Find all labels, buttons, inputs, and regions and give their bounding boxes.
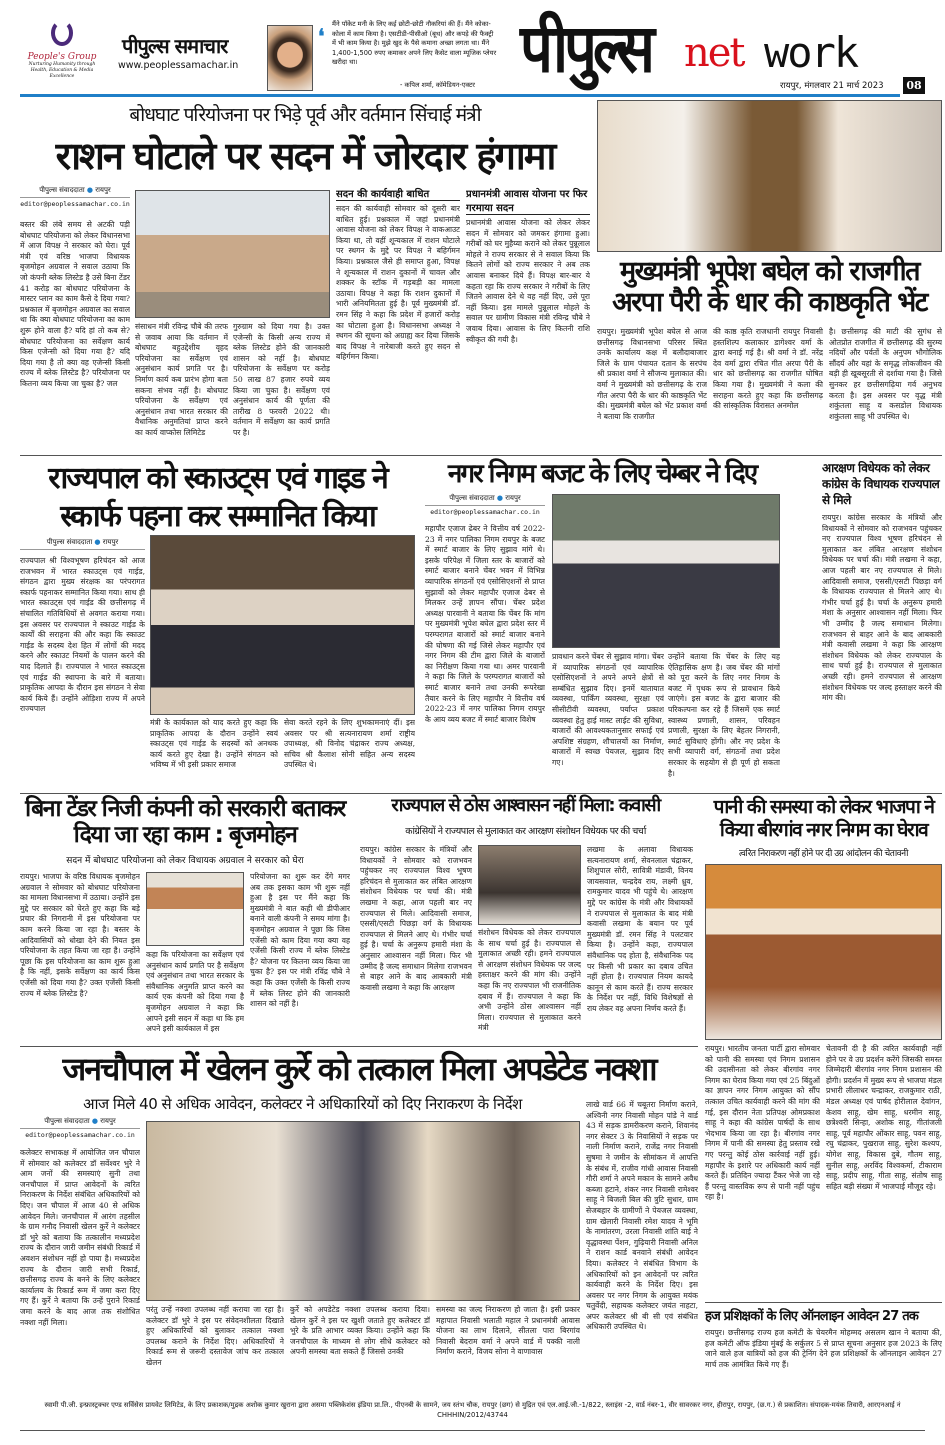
story1-kicker: बोधघाट परियोजना पर भिड़े पूर्व और वर्तमान सिंचाई मंत्री	[129, 104, 481, 126]
byline-email[interactable]: editor@peoplessamachar.co.in	[20, 200, 130, 208]
quote-author: - कपिल शर्मा, कॉमेडियन-एक्टर	[400, 81, 475, 89]
sidebar-awas	[466, 186, 590, 450]
story9-col2: परंतु उन्हें नक्शा उपलब्ध नहीं कराया जा रहा है। कलेक्टर डॉ भुरे ने इस पर संवेदनशीलता दिखाते हुए अधिकारियों को बुलाकर तत्काल नक्शा उपलब्ध कराने के निर्देश दिए। अधिकारियों ने रिकार्ड रूम से जरूरी दस्तावेज जांच कर तत्काल खेलन	[146, 1305, 284, 1367]
quote-icon: ❛	[318, 24, 325, 48]
footer-imprint: स्वामी पी.जी. इन्फ्रास्ट्रक्चर एण्ड सर्विसेस प्रायवेट लिमिटेड, के लिए प्रकाशक/मुद्रक अशोक कुमार खुराना द्वारा असमा पब्लिकेशंस इंडिया प्रा.लि., पीएनबी के सामने, जय स्तंभ चौक, रायपुर (छग) से मुद्रित एवं एल.आई.जी.-1/822, स्लाइंस -2, वार्ड नंबर-1, वीर सावरकर नगर, हीरापुर, रायपुर, (छ.ग.) से प्रकाशित। संपादक-मयंक तिवारी, आरएनआई नं CHHHIN/2012/43744	[44, 1401, 901, 1419]
byline-city: रायपुर	[100, 1117, 116, 1125]
story8-col2: चेतावनी दी है की त्वरित कार्यवाही नहीं होने पर वे उग्र प्रदर्शन करेंगे जिसकी समस्त जिम्मेदारी बीरगांव नगर निगम प्रशासन की होगी। प्रदर्शन में मुख्य रूप से भाजपा मंडल प्रभारी लीलाधर चन्द्राकर, राजकुमार राठी, मंडल अध्यक्ष एवं पार्षद होरीलाल देवांगन, केशव साहू, खेम साहू, धरमीन साहू, छत्रेश्वरी सिन्हा, अशोक साहू, गीतांजली साहू, पूर्व महापौर ओंकार साहू, पवन साहू, रघु चंद्राकर, पुखराज साहू, सुरेश कश्यप, योगेश साहू, विकास दुबे, गौतम साहू, सुनील साहू, अरविंद विश्वकर्मा, टीकाराम साहू, प्रदीप साहू, गीता साहू, संतोष साहू सहित बड़ी संख्या में भाजपाई मौजूद रहे।	[826, 1044, 942, 1191]
story7-subheadline: कांग्रेसियों ने राज्यपाल से मुलाकात कर आरक्षण संशोधन विधेयक पर की चर्चा	[405, 826, 646, 837]
bjp-protest-photo	[705, 864, 942, 1040]
dot-icon: ●	[496, 494, 503, 502]
footer-rule	[20, 1430, 925, 1431]
brijmohan-photo	[146, 872, 244, 946]
byline-name: पीपुल्स संवाददाता	[39, 186, 85, 194]
story5-text: रायपुर। कांग्रेस सरकार के मंत्रियों और विधायकों ने सोमवार को राजभवन पहुंचकर नए राज्यपाल विश्व भूषण हरिचंदन से मुलाकात कर लंबित आरक्षण संशोधन विधेयक पर चर्चा की। मंत्री लखमा ने कहा, आज पहली बार नए राज्यपाल से मिले। आदिवासी समाज, एससी/एसटी पिछड़ा वर्ग के विधायक राज्यपाल से मिलने आए थे। गंभीर चर्चा हुई है। चर्चा के अनुरूप हमारी मंशा के अनुसार आश्वासन नहीं मिला। फिर भी उम्मीद है जल्द समाधान मिलेगा। राजभवन से बाहर आने के बाद आबकारी मंत्री कवासी लखमा ने कहा कि आरक्षण संशोधन विधेयक को लेकर राज्यपाल के साथ चर्चा हुई है। राज्यपाल से मुलाकात अच्छी रही। हमने राज्यपाल से आरक्षण संशोधन विधेयक पर जल्द हस्ताक्षर करने की मांग की।	[822, 513, 942, 703]
sidebar-proceedings	[336, 186, 460, 450]
story6-subheadline: सदन में बोधघाट परियोजना को लेकर विधायक अग्रवाल ने सरकार को घेरा	[66, 856, 304, 866]
byline-email[interactable]: editor@peoplessamachar.co.in	[25, 1131, 135, 1139]
dot-icon: ●	[91, 1117, 98, 1125]
divider	[20, 1046, 698, 1047]
story9-col5: लाखे वार्ड 66 में चबूतरा निर्माण कराने, अश्विनी नगर निवासी मोहन पांडे ने वार्ड 43 में सड़क डामरीकरण कराने, शिवानंद नगर सेक्टर 3 के निवासियों ने सड़क पर नाली निर्माण कराने, राजेंद्र नगर निवासी सुषमा ने जमीन के सीमांकन में आपत्ति के संबंध में, राजीव गांधी आवास निवासी गौरी शर्मा ने अपने मकान के सामने अवैध कब्जा हटाने, शंकर नगर निवासी रामेश्वर साहू ने बिजली बिल की त्रुटि सुधार, ग्राम सेजबहार के ग्रामीणों ने पेयजल व्यवस्था, ग्राम खेलारी निवासी रमेश यादव ने भूमि के नामांतरण, उरला निवासी शांति बाई ने वृद्धावस्था पेंशन, गुढ़ियारी निवासी अनिल ने राशन कार्ड बनवाने संबंधी आवेदन दिया। कलेक्टर ने संबंधित विभाग के अधिकारियों को इन आवेदनों पर त्वरित कार्यवाही करने के निर्देश दिए। इस अवसर पर नगर निगम के आयुक्त मयंक चतुर्वेदी, सहायक कलेक्टर जयंत नाहटा, अपर कलेक्टर श्री बी सी एवं संबंधित अधिकारी उपस्थित थे।	[586, 1100, 698, 1332]
story4-col1: महापौर एजाज ढेबर ने वित्तीय वर्ष 2022-23 में नगर पालिका निगम रायपुर के बजट में स्मार्ट बाजार के लिए सुझाव मांगे थे। इसके परिपेक्ष में जिला स्तर के बाजारों को स्मार्ट बाजार बनाने चेंबर भवन में विभिन्न व्यापारिक संगठनों एवं एसोसिएशनों से प्राप्त सुझावों को लेकर महापौर एजाज ढेबर से मिलकर उन्हें ज्ञापन सौंपा। चेंबर प्रदेश अध्यक्ष पारवानी ने बताया कि चेंबर कि मांग पर मुख्यमंत्री भूपेश बघेल द्वारा प्रदेश स्तर में परम्परागत बाजारों को स्मार्ट बाजार बनाने की घोषणा की गई जिसे लेकर महापौर एवं नगर निगम की टीम द्वारा जिले के बाजारों का निरीक्षण किया गया था। अमर पारवानी ने कहा कि जिले के परम्परागत बाजारों को स्मार्ट बाजार बनाने तथा उनकी रूपरेखा तैयार करने के लिए महापौर ने वित्तीय वर्ष 2022-23 में नगर पालिका निगम रायपुर के आय व्यय बजट में स्मार्ट बाजार विशेष	[425, 524, 545, 724]
story7-headline: राज्यपाल से ठोस आश्वासन नहीं मिला: कवासी	[391, 795, 660, 816]
story3-headline: राज्यपाल को स्काउट्स एवं गाइड ने स्कार्फ पहना कर सम्मानित किया	[48, 461, 387, 534]
masthead-title: पीपुल्स	[520, 9, 651, 88]
janchaupal-photo	[146, 1121, 580, 1301]
story6-headline: बिना टेंडर निजी कंपनी को सरकारी बताकर दिया जा रहा काम : बृजमोहन	[25, 796, 345, 848]
story8-subheadline: त्वरित निराकरण नहीं होने पर दी उग्र आंदोलन की चेतावनी	[739, 849, 908, 859]
sidebar-text: प्रधानमंत्री आवास योजना को लेकर लेकर सदन में सोमवार को जमकर हंगामा हुआ। गरीबों को घर मुहैय्या कराने को लेकर पुन्नूलाल मोहले ने राज्य सरकार से ने सवाल किया कि कितने लोगों को राज्य सरकार ने अब तक आवास बनाकर दिये हैं। विपक्ष बार-बार ये कहता रहा कि राज्य सरकार ने गरीबों के लिए जितने आवास देने थे वह नहीं दिए, उसे पूरा नहीं किया। इस मामले पुन्नूलाल मोहले के सवाल पर ग्रामीण विकास मंत्री रविन्द्र चौबे ने जवाब दिया। आवास के लिए कितनी राशि स्वीकृत की गयी है।	[466, 218, 590, 344]
congress-meeting-photo	[478, 845, 581, 925]
byline-city: रायपुर	[505, 494, 521, 502]
byline-name: पीपुल्स संवाददाता	[449, 494, 495, 502]
story9-col3: कुर्रे को अपडेटेड नक्शा उपलब्ध कराया दिया। खेलन कुर्रे ने इस पर खुशी जताते हुए कलेक्टर डॉ भुरे के प्रति आभार व्यक्त किया। उन्होंने कहा कि जनचौपाल के माध्यम से लोग सीधे कलेक्टर को अपनी समस्या बता सकते हैं जिससे उनकी	[290, 1305, 430, 1357]
story2-col1: रायपुर। मुख्यमंत्री भूपेश बघेल से आज छत्तीसगढ़ विधानसभा परिसर स्थित उनके कार्यालय कक्ष में बलौदाबाजार जिले के ग्राम पंचायत दतान के सरपंच श्री प्रकाश वर्मा ने सौजन्य मुलाकात की। वर्मा ने मुख्यमंत्री को छत्तीसगढ़ के राज गीत अरपा पैरी के धार की काष्ठकृति भेंट की। मुख्यमंत्री बघेल को भेंट प्रकाश वर्मा ने बताया कि राजगीत	[597, 327, 707, 421]
story9-col4: समस्या का जल्द निराकरण हो जाता है। इसी प्रकार महापात निवासी भलाती महाल ने प्रधानमंत्री आवास योजना का लाभ दिलाने, सीतला पारा बिरगांव निवासी बेदराम वर्मा ने अपने वार्ड में पक्की नाली निर्माण कराने, विजय सोना ने वाणावास	[436, 1305, 580, 1357]
dot-icon: ●	[86, 186, 93, 194]
chamber-group-photo	[552, 494, 780, 648]
story3-col1: राज्यपाल श्री विश्वभूषण हरिचंदन को आज राजभवन में भारत स्काउट्स एवं गाईड, संगठन द्वारा मुख्य संरक्षक का परंपरागत स्कार्फ पहनाकर सम्मानित किया गया। साथ ही भारत स्काउट्स एवं गाईड की छत्तीसगढ़ में संचालित गतिविधियों से अवगत कराया गया। इस अवसर पर राज्यपाल ने स्काउट गाईड के कार्यों की सराहना की और कहा कि स्काउट गाईड के सदस्य देश हित में लोगों की मदद करने और स्काउट नियमों के पालन करने की याद दिलाते हैं। राज्यपाल ने भारत स्काउट्स एवं गाईड की स्थापना के बारे में बताया। प्राकृतिक आपदा के दौरान इस संगठन ने सेवा कार्य किये हैं। उन्होंने ओड़िशा राज्य में अपने राज्यपाल	[20, 556, 145, 714]
story5-box	[822, 460, 942, 790]
sidebar-title: प्रधानमंत्री आवास योजना पर फिर गरमाया सदन	[466, 186, 590, 215]
group-name: People's Group	[27, 52, 97, 62]
paper-url[interactable]: www.peoplessamachar.in	[118, 60, 239, 71]
story10-box	[705, 1306, 942, 1384]
story3-col2: मंत्री के कार्यकाल को याद करते हुए कहा कि प्राकृतिक आपदा के दौरान उन्होंने स्वयं स्काउट्स एवं गाईड के सदस्यों को अनथक कार्य करते हुए देखा है। उन्होंने संगठन को भविष्य में भी इसी प्रकार समाज	[150, 718, 278, 770]
peoples-group-logo	[22, 20, 102, 95]
byline	[425, 494, 545, 506]
story4-byline-block	[425, 494, 545, 516]
byline-city: रायपुर	[102, 538, 119, 546]
story7-col2: संशोधन विधेयक को लेकर राज्यपाल के साथ चर्चा हुई है। राज्यपाल से मुलाकात अच्छी रही। हमने राज्यपाल से आरक्षण संशोधन विधेयक पर जल्द हस्ताक्षर करने की मांग की। उन्होंने कहा कि नए राज्यपाल भी राजनीतिक दबाव में हैं। राज्यपाल ने कहा कि अभी उन्होंने ठोस आश्वासन नहीं मिला। राज्यपाल से मुलाकात करने मंत्री	[478, 928, 581, 1033]
story9-byline-block	[20, 1117, 140, 1139]
story1-col3: गुरुग्राम को दिया गया है। उक्त एजेन्सी के किसी अन्य राज्य में ब्लेक लिस्टेड होने की जानकारी शासन को नहीं है। बोधघाट परियोजना के सर्वेक्षण पर करोड़ 50 लाख 87 हजार रुपये व्यय किया जा चुका है। सर्वेक्षण एवं अनुसंधान कार्य की पूर्णता की तारीख 8 फरवरी 2022 थी। वर्तमान में सर्वेक्षण का कार्य प्रगति पर है।	[233, 322, 330, 437]
story4-col3: उन्होंने बताया कि चेंबर के लिए यह ऐतिहासिक क्षण है। जब चेंबर की मांगों को पूरा करने के लिए नगर निगम के बजट में पृथक रूप से प्रावधान किये जाएंगे। इस बजट के द्वारा बाजार की परिकल्पना कर रहे हैं जिसमें एक स्मार्ट स्वास्थ्य प्रणाली, शासन, परिवहन प्रणाली, सुरक्षा के लिए बेहतर निगरानी, स्मार्ट सुविधाएं होंगी। और नए प्रदेश के सभी व्यापारी वर्ग, संगठनों तथा प्रदेश सरकार के सहयोग से ही पूर्ण हो सकता है।	[668, 652, 780, 778]
dot-icon: ●	[94, 538, 101, 546]
story8-col1: रायपुर। भारतीय जनता पार्टी द्वारा सोमवार को पानी की समस्या एवं निगम प्रशासन की उदासीनता को लेकर बीरगांव नगर निगम का घेराव किया गया एवं 25 बिंदुओं का ज्ञापन नगर निगम आयुक्त को सौंप तत्काल उचित कार्यवाही करने की मांग की गई, इस दौरान नेता प्रतिपक्ष ओमप्रकाश साहू ने कहा की कांग्रेस पार्षदों के साथ भेदभाव किया जा रहा है। बीरगांव नगर निगम में पानी की समस्या हेतु प्रस्ताव रखे गए परन्तु कोई ठोस कार्रवाई नहीं हुई। महापौर के इशारे पर अधिकारी कार्य नहीं करते हैं। प्रतिदिन ज्यादा टैंकर भेजे जा रहे हैं परन्तु वास्तविक रूप से पानी नहीं पहुंच रहा है।	[705, 1044, 820, 1202]
divider	[705, 1302, 942, 1303]
cm-gift-photo	[597, 100, 942, 252]
story1-col2: संसाधन मंत्री रविन्द्र चौबे की तरफ से जवाब आया कि वर्तमान में बोधघाट बहुउद्देशीय वृहद परियोजना का सर्वेक्षण एवं अनुसंधान कार्य प्रगति पर है। निर्माण कार्य कब प्रारंभ होगा बता सकना संभव नहीं है। बोधघाट परियोजना के सर्वेक्षण एवं अनुसंधान तथा भारत सरकार की वैधानिक अनुमतियां प्राप्त करने का कार्य वाप्कोस लिमिटेड	[135, 322, 228, 437]
issue-date: रायपुर, मंगलवार 21 मार्च 2023	[780, 81, 884, 91]
vidhansabha-photo	[135, 190, 330, 318]
story2-col2: की काष्ठ कृति राजधानी रायपुर निवासी हस्तशिल्प कलाकार डागेश्वर वर्मा के द्वारा बनाई गई है। श्री वर्मा ने डॉ. नरेंद्र देव वर्मा द्वारा रचित गीत अरपा पैरी के धार को छत्तीसगढ़ का राजगीत घोषित किया गया है। मुख्यमंत्री ने कला की सराहना करते हुए कहा कि छत्तीसगढ़ की सांस्कृतिक विरासत अनमोल	[713, 327, 823, 411]
group-tagline: Nurturing Humanity through Health, Education & Media Excellence	[28, 62, 96, 79]
byline	[20, 1117, 140, 1129]
story4-headline: नगर निगम बजट के लिए चेम्बर ने दिए	[447, 459, 757, 489]
story1-byline-block	[20, 186, 130, 208]
story5-headline: आरक्षण विधेयक को लेकर कांग्रेस के विधायक राज्यपाल से मिले	[822, 461, 940, 507]
masthead-net: net	[684, 30, 744, 76]
byline-name: पीपुल्स संवाददाता	[44, 1117, 90, 1125]
story2-col3: है। छत्तीसगढ़ की माटी की सुगंध से ओतप्रोत राजगीत में छत्तीसगढ़ की सुरम्य नदियों और पर्वतों के अनुपम भौगोलिक सौंदर्य और यहां के समृद्ध लोकजीवन की बड़ी ही खूबसूरती से दर्शाया गया है। जिसे सुनकर हर छत्तीसगढ़िया गर्व अनुभव करता है। इस अवसर पर वृद्ध मंत्री शकुंतला साहू व कसडोल विधायक शकुंतला साहू भी उपस्थित थे।	[829, 327, 942, 421]
byline-city: रायपुर	[95, 186, 111, 194]
story6-col2: कहा कि परियोजना का सर्वेक्षण एवं अनुसंधान कार्य प्रगति पर है सर्वेक्षण एवं अनुसंधान तथा भारत सरकार के संवैधानिक अनुमति प्राप्त करने का कार्य एक कंपनी को दिया गया है बृजमोहन अग्रवाल ने कहा कि आपने इसी सदन में कहा था कि हम अपने इसी कार्यकाल में इस	[146, 950, 244, 1034]
divider	[20, 793, 942, 794]
byline-email[interactable]: editor@peoplessamachar.co.in	[430, 508, 540, 516]
divider	[20, 455, 942, 456]
story1-col1: बस्तर की लंबे समय से अटकी पड़ी बोधघाट परियोजना को लेकर विधानसभा में आज विपक्ष ने सरकार को घेरा। पूर्व मंत्री एवं वरिष्ठ भाजपा विधायक बृजमोहन अग्रवाल ने सवाल उठाया कि जो कंपनी ब्लेक लिस्टेड है उसे बिना टेंडर 41 करोड़ का बोधघाट परियोजना के मास्टर प्लान का काम कैसे दे दिया गया? प्रश्नकाल में बृजमोहन अग्रवाल का सवाल था कि क्या बोधघाट परियोजना का काम शुरू होने वाला है? यदि हां तो कब से? बोधघाट परियोजना का सर्वेक्षण कार्य किस एजेन्सी को दिया गया है? यदि दिया गया है तो क्या वह एजेन्सी किसी राज्य में ब्लेक लिस्टेड है? परियोजना पर कितना व्यय किया जा चुका है? जल	[20, 220, 130, 388]
story9-headline: जनचौपाल में खेलन कुर्रे को तत्काल मिला अपडेटेड नक्शा	[62, 1050, 656, 1088]
governor-scouts-photo	[150, 535, 415, 715]
sidebar-text: सदन की कार्यवाही सोमवार को दूसरी बार बाधित हुई। प्रश्नकाल में जहां प्रधानमंत्री आवास योजना को लेकर विपक्ष ने वाकआउट किया था, तो वहीं शून्यकाल में राशन घोटाले पर स्थगन के मुद्दे पर विपक्ष ने बहिर्गमन किया। प्रश्नकाल जैसे ही समाप्त हुआ, विपक्ष ने शून्यकाल में राशन दुकानों में चावल और शक्कर के स्टॉक में गड़बड़ी का मामला उठाया। विपक्ष ने कहा कि राशन दुकानों में भारी अनियमितता हुई है। पूर्व मुख्यमंत्री डॉ. रमन सिंह ने कहा कि प्रदेश में हजारों करोड़ का घोटाला हुआ है। विधानसभा अध्यक्ष ने स्थगन की सूचना को अग्राह्य कर दिया जिसके बाद विपक्ष ने नारेबाजी करते हुए सदन से बहिर्गमन किया।	[336, 204, 460, 362]
story4-col2: प्रावधान करने चेंबर से सुझाव मांगा। चेंबर में व्यापारिक संगठनों एवं व्यापारिक एसोसिएशनों ने अपने अपने क्षेत्रों से सम्बंधित सुझाव दिए। इनमें यातायात व्यवस्था, पार्किंग व्यवस्था, सुरक्षा एवं सीसीटीवी व्यवस्था, पर्याप्त प्रकाश व्यवस्था हेतु हाई मास्ट लाईट की सुविधा, बाजारों की आवश्यकतानुसार सफाई एवं अपशिष्ट संग्रहण, शौचालयों का निर्माण, बाजारों में स्वच्छ पेयजल, सुझाव दिए गए।	[552, 652, 664, 767]
page-number: 08	[903, 77, 925, 94]
quote-text: मैंने पॉकेट मनी के लिए कई छोटी-छोटी नौकरियां की हैं। मैंने कोका-कोला में काम किया है। एसटीडी-पीसीओ (बूथ) और कपड़े की फैक्ट्री में भी काम किया है। मुझे खुद के पैसे कमाना अच्छा लगता था। मैंने 1,400-1,500 रुपए कमाकर अपने लिए कैसेट वाला म्यूजिक प्लेयर खरीदा था।	[332, 20, 497, 67]
peoples-group-emblem-icon	[51, 20, 73, 46]
byline	[20, 186, 130, 198]
sidebar-title: सदन की कार्यवाही बाधित	[336, 186, 460, 201]
byline-name: पीपुल्स संवाददाता	[46, 538, 93, 546]
story7-col3: लखमा के अलावा विधायक सत्यनारायण शर्मा, सेवनलाल चंद्राकर, शिशुपाल सोरी, सावित्री मंडावी, विनय जायसवाल, चन्द्रदेव राय, लक्ष्मी ध्रुव, रामकुमार यादव भी पहुंचे थे। आरक्षण मुद्दे पर कांग्रेस के मंत्री और विधायकों ने राज्यपाल से मुलाकात के बाद मंत्री कवासी लखमा के बयान पर पूर्व मुख्यमंत्री डॉ. रमन सिंह ने पलटवार किया है। उन्होंने कहा, राज्यपाल संवैधानिक पद होता है, संवैधानिक पद पर किसी भी प्रकार का दबाव उचित नहीं होता है। राज्यपाल नियम कायदे कानून से काम करते हैं। राज्य सरकार के निर्देश पर नहीं, विधि विशेषज्ञों से राय लेकर वह अपना निर्णय करते हैं।	[587, 845, 693, 1013]
story6-col1: रायपुर। भाजपा के वरिष्ठ विधायक बृजमोहन अग्रवाल ने सोमवार को बोधघाट परियोजना का मामला विधानसभा में उठाया। उन्होंने इस मुद्दे पर सरकार को घेरते हुए कहा कि बड़े प्रचार की निगरानी में इस परियोजना पर काम करने किया जा रहा है। बस्तर के आदिवासियों को धोखा देने की नियत इस परियोजना के तहत किया जा रहा है। उन्होंने पूछा कि इस परियोजना का काम शुरू हुआ है कि नहीं, इसके सर्वेक्षण का कार्य किस एजेंसी को दिया गया है? उक्त एजेंसी किसी राज्य में ब्लेक लिस्टेड है?	[20, 872, 140, 998]
story6-col3: परियोजना का शुरू कर देंगे मगर अब तक इसका काम भी शुरू नहीं हुआ है इस पर मैंने कहा कि मुख्यमंत्री ने बात कही थी डीपीआर बनाने वाली कंपनी ने समय मांगा है। बृजमोहन अग्रवाल ने पूछा कि जिस एजेंसी को काम दिया गया क्या वह एजेंसी किसी राज्य में ब्लेक लिस्टेड है? योजना पर कितना व्यय किया जा चुका है? इस पर मंत्री रविंद्र चौबे ने कहा कि उक्त एजेंसी के किसी राज्य में ब्लेक लिस्ट होने की जानकारी शासन को नहीं है।	[250, 872, 350, 1009]
masthead-rule	[20, 94, 900, 97]
story9-col1: कलेक्टर सभाकक्ष में आयोजित जन चौपाल में सोमवार को कलेक्टर डॉ सर्वेश्वर भुरे ने आम जनों की समस्याएं सुनी तथा जनचौपाल में प्राप्त आवेदनों के त्वरित निराकरण के निर्देश संबंधित अधिकारियों को दिए। जन चौपाल में आज 40 से अधिक आवेदन मिले। जनचौपाल में आरंग तहसील के ग्राम गनौद निवासी खेलन कुर्रे ने कलेक्टर डॉ भुरे को बताया कि तत्कालीन मध्यप्रदेश राज्य के दौरान जारी जमीन संबंधी रिकार्ड में अवशन संशोधन नहीं हो पाया है। मध्यप्रदेश राज्य के दौरान जारी सभी रिकार्ड, छत्तीसगढ़ राज्य के बनने के लिए कलेक्टर कार्यालय के रिकार्ड रूम में जमा करा दिए गए हैं। कुर्रे ने बताया कि उन्हें पुराने रिकार्ड जमा करने के बाद आज तक संशोधित नक्शा नहीं मिला।	[20, 1148, 140, 1327]
masthead-work: work	[764, 28, 858, 77]
story10-text: रायपुर। छत्तीसगढ़ राज्य हज कमेटी के चेयरमैन मोहम्मद असलम खान ने बताया की, हज कमेटी ऑफ इंडिया मुंबई के सर्कुलर 5 से प्राप्त सूचना अनुसार हज 2023 के लिए जाने वाले हज यात्रियों को हज की ट्रेनिंग देने हज प्रशिक्षकों के ऑनलाइन आवेदन 27 मार्च तक आमंत्रित किये गए हैं।	[705, 1328, 942, 1369]
story2-headline: मुख्यमंत्री भूपेश बघेल को राजगीत अरपा पैरी के धार की काष्ठकृति भेंट	[612, 256, 927, 318]
story7-col1: रायपुर। कांग्रेस सरकार के मंत्रियों और विधायकों ने सोमवार को राजभवन पहुंचकर नए राज्यपाल विश्व भूषण हरिचंदन से मुलाकात कर लंबित आरक्षण संशोधन विधेयक पर चर्चा की। मंत्री लखमा ने कहा, आज पहली बार नए राज्यपाल से मिले। आदिवासी समाज, एससी/एसटी पिछड़ा वर्ग के विधायक राज्यपाल से मिलने आए थे। गंभीर चर्चा हुई है। चर्चा के अनुरूप हमारी मंशा के अनुसार आश्वासन नहीं मिला। फिर भी उम्मीद है जल्द समाधान मिलेगा राजभवन से बाहर आने के बाद आबकारी मंत्री कवासी लखमा ने कहा कि आरक्षण	[360, 845, 472, 992]
paper-small-logo: पीपुल्स समाचार	[122, 34, 228, 58]
story8-headline: पानी की समस्या को लेकर भाजपा ने किया बीरगांव नगर निगम का घेराव	[713, 796, 934, 841]
story10-headline: हज प्रशिक्षकों के लिए ऑनलाइन आवेदन 27 तक	[705, 1309, 919, 1324]
story1-headline: राशन घोटाले पर सदन में जोरदार हंगामा	[55, 134, 555, 178]
story3-col3: सेवा करते रहने के लिए शुभकामनाएं दीं। इस अवसर पर श्री सत्यनारायण शर्मा राष्ट्रीय उपाध्यक्ष, श्री विनोद चंद्राकर राज्य अध्यक्ष, सचिव श्री कैलाश सोनी सहित अन्य सदस्य उपस्थित थे।	[284, 718, 415, 770]
kapil-sharma-photo	[267, 25, 313, 91]
story9-subheadline: आज मिले 40 से अधिक आवेदन, कलेक्टर ने अधिकारियों को दिए निराकरण के निर्देश	[83, 1095, 522, 1113]
byline	[20, 538, 145, 550]
